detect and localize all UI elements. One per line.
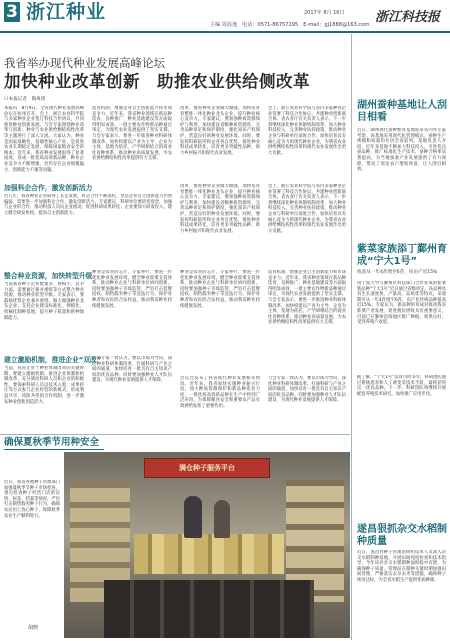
paper-name: 浙江科技报 — [374, 10, 440, 25]
lead-col2: 选育机制，增强企业自主创新能力和市场竞争力。近年来，我省种业领域在新品种选育、良种推广、种业基地建设等方面取得明显成效，一批主要农作物新品种通过审定，为现代农业发展提供了坚实支撑。与会专家表示，要进一步推进种业科研体制改革，加快构建以产业为主导、企业为主体、基地为依托、产学研相结合的商业化育种体系，推动种业高质量发展，为农业供给侧结构性改革提供有力支撑。 — [92, 106, 172, 162]
lead-intro: 本报讯 8月9日，全省现代种业发展高峰论坛在杭州召开。会上，浙江农业科学院与多家种业企业签订科技合作协议，共同推进种业创新发展。与会专家围绕种业改革与创新、种业与农业供给侧结构性改革等主题进行了深入交流。大家认为，种业是国家战略性、基础性核心产业，是促进农业长期稳定发展、保障国家粮食安全的根本。近年来，我省种业发展取得了显著成效，育成一批优质高效新品种，种业企业竞争力不断增强，但仍存在企业规模偏小、创新能力不强等问题。 — [4, 106, 84, 173]
rice-headline: 紫菜家族添丁鄞州育成“宁大1号” — [357, 244, 447, 267]
shop-counter — [134, 534, 284, 574]
silk-text: 近日，湖州现代蚕种繁育基地迎来省内外专家考察。该基地采用现代化管理模式，蚕种生产规模和质量均位居全省前列。基地负责人介绍，近年来基地不断加大科技投入，引进优良蚕品种，推广标准化生产技术，蚕种合格率显著提高，为当地蚕桑产业发展提供了有力保障，带动了周边农户增收致富，让人刮目相看。 — [357, 128, 446, 173]
sub3-heading: 建立激励机制，推进企业“双改” — [4, 356, 102, 364]
lead-col4: 会上，浙江农业科学院与省内多家种业企业签署了科技合作协议，共建种业创新联合体。省农业厅有关负责人表示，下一步将继续深化种业体制机制改革，加大种业科技投入，完善种业扶持政策，推动种业企业与科研单位深度合作，加快培育具有核心竞争力的现代种业企业，为我省农业供给侧结构性改革和现代农业发展作出更大贡献。 — [268, 106, 346, 156]
lead-col4b: 会上，浙江农业科学院与省内多家种业企业签署了科技合作协议，共建种业创新联合体。省农业厅有关负责人表示，下一步将继续深化种业体制机制改革，加大种业科技投入，完善种业扶持政策，推动种业企业与科研单位深度合作，加快培育具有核心竞争力的现代种业企业，为我省农业供给侧结构性改革和现代农业发展作出更大贡献。 — [268, 184, 346, 234]
lead-byline: 口本报记者 陶爽琦 — [4, 97, 46, 102]
shop-sign-text: 满仓种子服务平台 — [179, 464, 235, 472]
bottom-head-rule — [4, 449, 104, 450]
sub2-text: 当前我省种子企业数量多、规模小、竞争力弱，需要通过兼并重组等方式整合种业资源，推动种业转型升级。专家表示，要鼓励优势企业兼并重组，做大做强种业龙头企业，支持企业建设标准化、规模化、机械化制种基地，提升种子质量和供种保障能力。 — [4, 282, 84, 321]
customer-figure — [184, 496, 202, 538]
sub1-heading: 加强科企合作，激发创新活力 — [4, 184, 93, 192]
cow-text: 近日，遂昌县种子管理站组织技术人员深入杂交水稻制种基地，开展田间纯度检查和技术指导。今年该县杂交水稻制种面积稳中有增，为确保种子质量，管理站在制种关键时期加强田间管理，严格落实去杂去劣等措施，确保种子纯度达标，为全省水稻生产提供优质种源。 — [357, 550, 446, 583]
seed-bins — [104, 580, 314, 638]
lead-col3b: 改革，推进种业企业做大做强，加快培育育繁推一体化种业龙头企业，提升种业核心竞争力。专家建议，要加强种质资源保护与利用，加快建设省级种质资源库，完善品种审定和保护制度，强化知识产权保护，营造良好的种业发展环境。同时，要发挥科研院所和企业各自优势，推进种业科技成果转化，培育更多突破性品种，助力乡村振兴和现代农业发展。 — [180, 184, 260, 234]
section-title: 浙江种业 — [26, 1, 107, 23]
lead-kicker: 我省举办现代种业发展高峰论坛 — [4, 56, 165, 70]
sub3-col2: 与会专家一致认为，要以市场为导向，深化种业科研体制改革，打通科研与产业之间的通道，加快培育一批具有自主知识产权的优良品种。同时要加强种业人才队伍建设，为现代种业发展提供人才保障。 — [92, 356, 172, 384]
sub2-col2: 种业是农业的芯片，专家呼吁，要进一步优化种业发展环境，健全种业政策支持体系，推动种业企业与科研单位协同创新。同时要加强种子市场监管，严厉打击套牌侵权、制售假劣种子等违法行为，保护育种者和农民的合法权益，推动我省种业持续健康发展。 — [92, 270, 172, 309]
bottom-text: 近日，我省各地种子管理部门加强夏秋季节种子市场检查，重点检查种子经营门店的证照、标签、档案等情况，严厉打击制售假劣种子行为，确保农民用上放心种子，保障秋季农业生产顺利进行。 — [4, 480, 60, 519]
masthead — [0, 0, 450, 34]
masthead-rule — [0, 31, 450, 33]
rice-subhead: 收获从一年4茬增至6茬，每亩产近15% — [357, 270, 438, 275]
rice-text: 由宁波大学与鄞州区科技部门合作育成的紫菜新品种“宁大1号”近日通过省级审定。该品种具有生长速度快、产量高、品质优等特点，采收期可从一年4茬增至6茬，亩产比传统品种提高近15%。专家认为，新品种的育成对推动我省紫菜产业发展、促进渔民增收具有重要意义，目前已在鄞州沿海地区推广种植，效果良好，受到养殖户欢迎。 — [357, 281, 446, 326]
sub2-col4: 选育机制，增强企业自主创新能力和市场竞争力。近年来，我省种业领域在新品种选育、良种推广、种业基地建设等方面取得明显成效，一批主要农作物新品种通过审定，为现代农业发展提供了坚实支撑。与会专家表示，要进一步推进种业科研体制改革，加快构建以产业为主导、企业为主体、基地为依托、产学研相结合的商业化育种体系，推动种业高质量发展，为农业供给侧结构性改革提供有力支撑。 — [268, 270, 346, 326]
sub3-col4: 与会专家一致认为，要以市场为导向，深化种业科研体制改革，打通科研与产业之间的通道，加快培育一批具有自主知识产权的优良品种。同时要加强种业人才队伍建设，为现代种业发展提供人才保障。 — [268, 376, 346, 404]
sub2-heading: 整合种业资源，加快转型升级 — [4, 272, 93, 280]
editor-line: 主编 周晨逸 电话：0571-86757195 E-mail：gj1888@163.com — [210, 22, 370, 28]
sub3-text: 当前，我省正处于种业体制改革的关键时期，要建立激励机制，推进企业体制和机制改革，充分调动科研人员和企业的积极性。要探索科研人员以技术入股、成果转让等方式参与企业经营的新模式，形成利益共享、风险共担的合作机制，进一步激发种业创新创造活力。 — [4, 366, 84, 405]
shop-sign — [144, 458, 270, 478]
silk-headline: 湖州蚕种基地让人刮目相看 — [357, 100, 447, 123]
seed-shop-photo — [64, 452, 350, 638]
rice-text2: 据了解，“宁大1号”选育历时多年，科研团队通过系统选育和人工诱变等技术手段，最终获得这一优良品种。下一步，科研团队将继续开展配套养殖技术研究，加快推广应用步伐。 — [357, 375, 446, 397]
sub3-col3: 会议还发布了我省现代种业发展相关情况。近年来，我省加快实施种业振兴行动，加大种质资源保护和新品种选育力度，一批优质高效新品种在生产中得到广泛应用，为保障粮食安全和重要农产品有效供给发挥了重要作用。 — [180, 376, 260, 409]
lead-col3: 改革，推进种业企业做大做强，加快培育育繁推一体化种业龙头企业，提升种业核心竞争力。专家建议，要加强种质资源保护与利用，加快建设省级种质资源库，完善品种审定和保护制度，强化知识产权保护，营造良好的种业发展环境。同时，要发挥科研院所和企业各自优势，推进种业科技成果转化，培育更多突破性品种，助力乡村振兴和现代农业发展。 — [180, 106, 260, 156]
date-line: 2017年 8月 16日 — [304, 10, 345, 16]
bottom-byline: 胡晓 — [28, 625, 39, 631]
page-number: 3 — [4, 2, 20, 22]
customer-figure-2 — [214, 500, 230, 538]
bottom-headline: 确保夏秋季节用种安全 — [4, 437, 100, 448]
sub2-col3: 种业是农业的芯片，专家呼吁，要进一步优化种业发展环境，健全种业政策支持体系，推动种业企业与科研单位协同创新。同时要加强种子市场监管，严厉打击套牌侵权、制售假劣种子等违法行为，保护育种者和农民的合法权益，推动我省种业持续健康发展。 — [180, 270, 260, 309]
sub1-text: 近几年，我省种业企业取得了长足发展，科企合作不断深化，但是企业自主创新能力仍然偏弱，需要进一步加强科企合作，激发创新活力。专家建议，科研单位要转变观念，加强与企业的合作，推动科技人员向企业流动，促进科研成果转化；企业要加大研发投入，建立健全研发机构，提高自主创新能力。 — [4, 194, 172, 216]
lead-headline: 加快种业改革创新 助推农业供给侧改革 — [4, 72, 310, 91]
cow-headline: 遂昌狠抓杂交水稻制种质量 — [357, 524, 447, 547]
